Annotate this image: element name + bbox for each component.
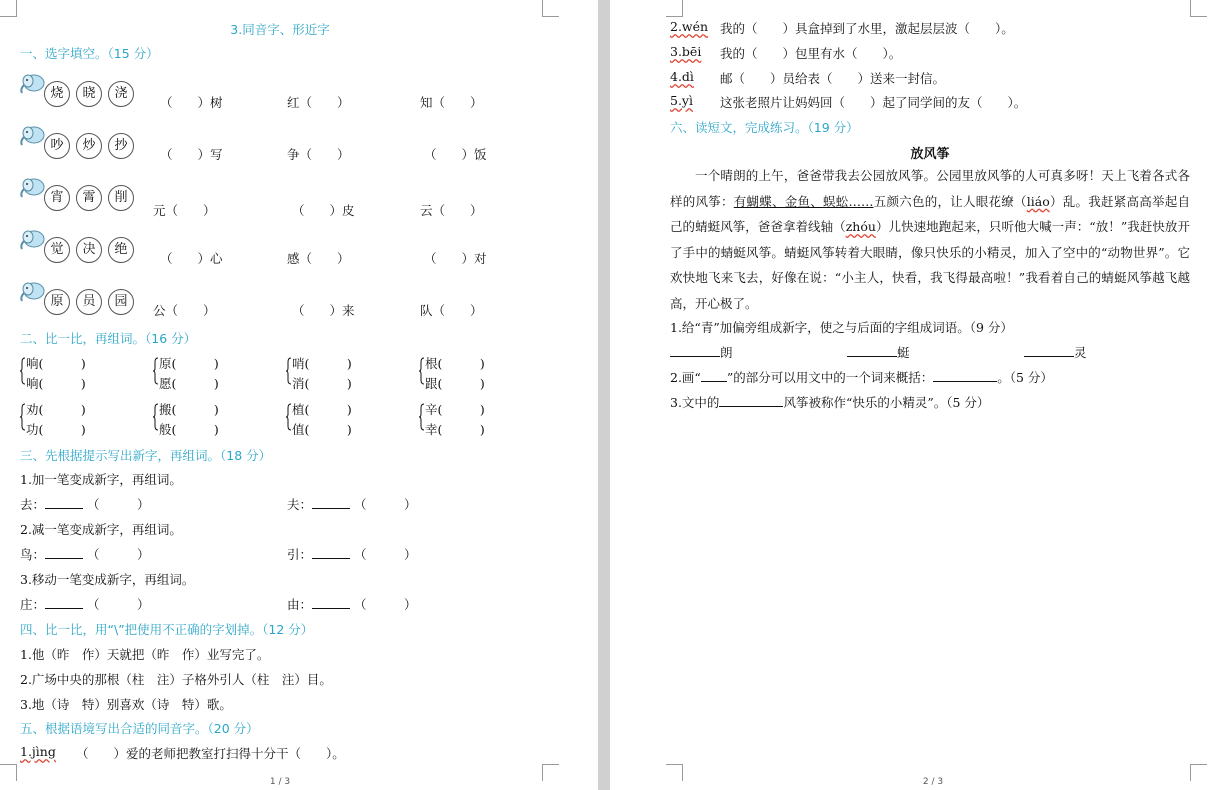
page-gap: [598, 0, 610, 790]
pinyin-annotation: zhóu: [845, 219, 876, 234]
word-blank: 感（ ）: [287, 251, 350, 266]
homophone-sentence: 邮（ ）员给表（ ）送来一封信。: [720, 71, 946, 86]
fill-item: [20, 495, 150, 513]
paren-blank: （ ）: [87, 597, 150, 612]
circled-char: 抄: [108, 133, 134, 159]
answer-line: [847, 344, 897, 357]
fill-item: [287, 495, 417, 513]
exercise-line: 2.广场中央的那根（柱 注）子格外引人（柱 注）目。: [20, 672, 332, 687]
section-heading: 六、读短文，完成练习。（19 分）: [670, 120, 859, 135]
word-blank: 争（ ）: [287, 147, 350, 162]
paren-blank: （ ）: [354, 497, 417, 512]
homophone-sentence: （ ）爱的老师把教室打扫得十分干（ ）。: [76, 746, 345, 761]
compare-word: 响( ): [26, 376, 86, 391]
compare-word: 跟( ): [425, 376, 485, 391]
paren-blank: （ ）: [87, 497, 150, 512]
homophone-pinyin: 2.wén: [670, 19, 709, 34]
word-blank: 红（ ）: [287, 95, 350, 110]
pinyin-annotation: liáo: [1026, 193, 1050, 209]
elephant-icon: [19, 280, 45, 302]
homophone-pinyin: 3.bēi: [670, 44, 702, 59]
word-blank: 云（ ）: [420, 203, 483, 218]
fill-item: [287, 545, 417, 563]
homophone-pinyin: 5.yì: [670, 93, 693, 108]
compare-word: 消( ): [292, 376, 352, 391]
word-blank: （ ）心: [160, 251, 223, 266]
crop-mark: [542, 0, 559, 17]
crop-mark: [1190, 0, 1207, 17]
prompt-char: 由：: [287, 597, 313, 612]
compare-word: 功( ): [26, 422, 86, 437]
crop-mark: [0, 0, 17, 17]
question: 3.文中的 风筝被称作“快乐的小精灵”。（5 分）: [670, 395, 990, 410]
circled-char: 原: [44, 289, 70, 315]
instruction: 2.减一笔变成新字，再组词。: [20, 522, 182, 537]
elephant-icon: [19, 228, 45, 250]
circled-char: 炒: [76, 133, 102, 159]
circled-char: 晓: [76, 81, 102, 107]
compare-word: 愿( ): [159, 376, 219, 391]
homophone-sentence: 我的（ ）具盒掉到了水里，激起层层波（ ）。: [720, 21, 1014, 36]
page-title: 3.同音字、形近字: [230, 22, 330, 37]
compare-word: 般( ): [159, 422, 219, 437]
prompt-char: 去：: [20, 497, 46, 512]
elephant-icon: [19, 72, 45, 94]
story-passage: 一个晴朗的上午，爸爸带我去公园放风筝。公园里放风筝的人可真多呀！天上飞着各式各样的风筝：有蝴蝶、金鱼、蜈蚣……五颜六色的，让人眼花缭（liáo）乱。我赶紧高高举起自己的蜻蜓风筝，爸爸拿着线轴（zhóu）儿快速地跑起来，只听他大喊一声：“放！”我赶快放开了手中的蜻蜓风筝。蜻蜓风筝转着大眼睛，像只快乐的小精灵，加入了空中的“动物世界”。它欢快地飞来飞去，好像在说：“小主人，快看，我飞得最高啦！”我看着自己的蜻蜓风筝越飞越高，开心极了。: [670, 168, 1190, 311]
answer-line: [312, 496, 350, 509]
word-blank: 公（ ）: [153, 303, 216, 318]
fill-item: [20, 595, 150, 613]
word-blank: （ ）皮: [292, 203, 355, 218]
answer-line: [670, 344, 720, 357]
fill-item: [287, 595, 417, 613]
circled-char: 浇: [108, 81, 134, 107]
answer-line: [45, 596, 83, 609]
word-blank: （ ）对: [424, 251, 487, 266]
prompt-char: 引：: [287, 547, 313, 562]
answer-line: [312, 596, 350, 609]
compare-word: 响( ): [26, 356, 86, 371]
word-blank: 队（ ）: [420, 303, 483, 318]
question: 2.画“ ”的部分可以用文中的一个词来概括： 。（5 分）: [670, 370, 1053, 385]
circled-char: 绝: [108, 237, 134, 263]
prompt-char: 夫：: [287, 497, 313, 512]
fill-item: [20, 545, 150, 563]
elephant-icon: [19, 176, 45, 198]
question: 1.给“青”加偏旁组成新字，使之与后面的字组成词语。（9 分）: [670, 320, 1013, 335]
homophone-sentence: 我的（ ）包里有水（ ）。: [720, 46, 902, 61]
answer-line: [719, 394, 783, 407]
section-heading: 四、比一比，用“\”把使用不正确的字划掉。（12 分）: [20, 622, 314, 637]
crop-mark: [666, 0, 683, 17]
compare-word: 搬( ): [159, 402, 219, 417]
circled-char: 园: [108, 289, 134, 315]
word-blank: 朗: [670, 343, 733, 361]
prompt-char: 鸟：: [20, 547, 46, 562]
homophone-sentence: 这张老照片让妈妈回（ ）起了同学间的友（ ）。: [720, 95, 1027, 110]
compare-word: 植( ): [292, 402, 352, 417]
paren-blank: （ ）: [87, 547, 150, 562]
circled-char: 员: [76, 289, 102, 315]
word-blank: 蜓: [847, 343, 910, 361]
answer-line: [45, 496, 83, 509]
compare-word: 根( ): [425, 356, 485, 371]
circled-char: 烧: [44, 81, 70, 107]
word-blank: （ ）树: [160, 95, 223, 110]
word-blank: （ ）来: [292, 303, 355, 318]
sample-underline: [701, 369, 727, 382]
circled-char: 削: [108, 185, 134, 211]
elephant-icon: [19, 124, 45, 146]
section-heading: 五、根据语境写出合适的同音字。（20 分）: [20, 721, 259, 736]
word-blank: （ ）饭: [424, 147, 487, 162]
section-heading: 三、先根据提示写出新字，再组词。（18 分）: [20, 448, 272, 463]
answer-line: [933, 369, 997, 382]
prompt-char: 庄：: [20, 597, 46, 612]
page-number: 1 / 3: [269, 777, 291, 787]
circled-char: 霄: [76, 185, 102, 211]
exercise-line: 3.地（诗 特）别喜欢（诗 特）歌。: [20, 697, 232, 712]
compare-word: 值( ): [292, 422, 352, 437]
paren-blank: （ ）: [354, 597, 417, 612]
word-blank: 元（ ）: [153, 203, 216, 218]
word-blank: 灵: [1024, 343, 1087, 361]
homophone-pinyin: 4.dì: [670, 69, 694, 84]
circled-char: 决: [76, 237, 102, 263]
exercise-line: 1.他（昨 作）天就把（昨 作）业写完了。: [20, 647, 270, 662]
story-title: 放风筝: [910, 147, 950, 162]
answer-line: [45, 546, 83, 559]
section-heading: 二、比一比，再组词。（16 分）: [20, 331, 197, 346]
answer-line: [1024, 344, 1074, 357]
word-blank: 知（ ）: [420, 95, 483, 110]
compare-word: 幸( ): [425, 422, 485, 437]
word-blank: （ ）写: [160, 147, 223, 162]
paren-blank: （ ）: [354, 547, 417, 562]
page-one: [0, 0, 598, 790]
compare-word: 劝( ): [26, 402, 86, 417]
section-heading: 一、选字填空。（15 分）: [20, 46, 159, 61]
instruction: 3.移动一笔变成新字，再组词。: [20, 572, 195, 587]
compare-word: 原( ): [159, 356, 219, 371]
instruction: 1.加一笔变成新字，再组词。: [20, 472, 182, 487]
underlined-phrase: 有蝴蝶、金鱼、蜈蚣……: [733, 193, 874, 209]
compare-word: 哨( ): [292, 356, 352, 371]
answer-line: [312, 546, 350, 559]
circled-char: 觉: [44, 237, 70, 263]
compare-word: 辛( ): [425, 402, 485, 417]
circled-char: 吵: [44, 133, 70, 159]
circled-char: 宵: [44, 185, 70, 211]
page-number: 2 / 3: [922, 777, 944, 787]
homophone-pinyin: 1.jìng: [20, 744, 56, 759]
